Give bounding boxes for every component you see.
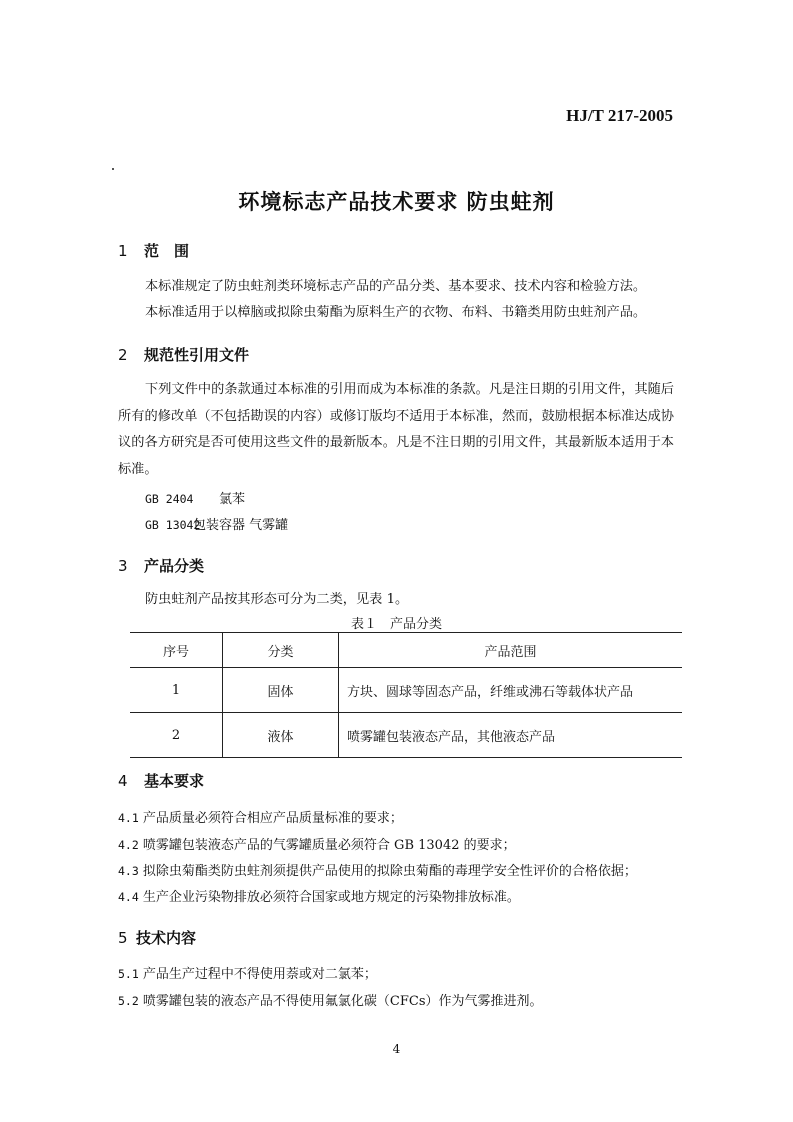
section-title: 基本要求 <box>144 772 205 790</box>
section-number: 3 <box>118 557 128 575</box>
table-header-row <box>130 633 682 668</box>
table-cell: 液体 <box>223 713 339 758</box>
column-header: 分类 <box>223 633 339 668</box>
reference-name: 氯苯 <box>219 492 246 507</box>
section-4-heading <box>118 770 204 791</box>
item-text: 喷雾罐包装液态产品的气雾罐质量必须符合 GB 13042 的要求； <box>142 838 516 853</box>
section-number: 4 <box>118 772 128 790</box>
section-1-heading <box>118 240 189 261</box>
section-3-heading <box>118 555 204 576</box>
reference-code: GB 13042 <box>145 518 201 532</box>
table-row <box>130 713 682 758</box>
reference-name: 包装容器 气雾罐 <box>193 518 289 533</box>
item-number: 4.3 <box>118 864 139 878</box>
item-text: 生产企业污染物排放必须符合国家或地方规定的污染物排放标准。 <box>142 890 520 905</box>
section-title: 范 围 <box>144 242 190 260</box>
product-classification-table <box>130 632 682 758</box>
item-number: 4.4 <box>118 890 139 904</box>
requirement-item <box>118 990 543 1009</box>
table-row <box>130 668 682 713</box>
paragraph: 本标准规定了防虫蛀剂类环境标志产品的产品分类、基本要求、技术内容和检验方法。 <box>145 279 647 294</box>
stray-dot <box>112 168 114 170</box>
item-text: 拟除虫菊酯类防虫蛀剂须提供产品使用的拟除虫菊酯的毒理学安全性评价的合格依据； <box>142 864 637 879</box>
column-header: 产品范围 <box>339 633 683 668</box>
item-number: 4.1 <box>118 811 139 825</box>
requirement-item <box>118 860 637 879</box>
document-title: 环境标志产品技术要求 防虫蛀剂 <box>238 190 555 214</box>
item-number: 5.1 <box>118 967 139 981</box>
standard-code: HJ/T 217-2005 <box>566 106 673 125</box>
table-cell: 固体 <box>223 668 339 713</box>
item-number: 5.2 <box>118 994 139 1008</box>
column-header: 序号 <box>130 633 223 668</box>
item-text: 喷雾罐包装的液态产品不得使用氟氯化碳（CFCs）作为气雾推进剂。 <box>142 994 543 1009</box>
item-text: 产品生产过程中不得使用萘或对二氯苯； <box>142 967 377 982</box>
paragraph: 下列文件中的条款通过本标准的引用而成为本标准的条款。凡是注日期的引用文件，其随后所有的修改单（不包括勘误的内容）或修订版均不适用于本标准，然而，鼓励根据本标准达成协议的各方研究是否可使用这些文件的最新版本。凡是不注日期的引用文件，其最新版本适用于本标准。 <box>118 382 674 477</box>
reference-item <box>145 514 288 533</box>
reference-code: GB 2404 <box>145 492 194 506</box>
requirement-item <box>118 963 377 982</box>
table-cell: 1 <box>130 668 223 713</box>
page-number: 4 <box>392 1042 401 1056</box>
requirement-item <box>118 886 520 905</box>
table-cell: 喷雾罐包装液态产品，其他液态产品 <box>339 713 683 758</box>
table-cell: 2 <box>130 713 223 758</box>
item-text: 产品质量必须符合相应产品质量标准的要求； <box>142 811 403 826</box>
section-number: 2 <box>118 346 128 364</box>
section-5-heading <box>118 927 196 948</box>
section-2-heading <box>118 344 249 365</box>
section-number: 5 <box>118 929 128 947</box>
reference-item <box>145 488 245 507</box>
section-title: 规范性引用文件 <box>144 346 250 364</box>
table-cell: 方块、圆球等固态产品，纤维或沸石等载体状产品 <box>339 668 683 713</box>
section-title: 技术内容 <box>136 929 197 947</box>
paragraph: 防虫蛀剂产品按其形态可分为二类，见表 1。 <box>145 592 409 607</box>
section-number: 1 <box>118 242 128 260</box>
requirement-item <box>118 807 403 826</box>
item-number: 4.2 <box>118 838 139 852</box>
table-caption: 表１ 产品分类 <box>350 617 442 632</box>
paragraph: 本标准适用于以樟脑或拟除虫菊酯为原料生产的衣物、布料、书籍类用防虫蛀剂产品。 <box>145 305 647 320</box>
requirement-item <box>118 834 516 853</box>
section-title: 产品分类 <box>144 557 205 575</box>
